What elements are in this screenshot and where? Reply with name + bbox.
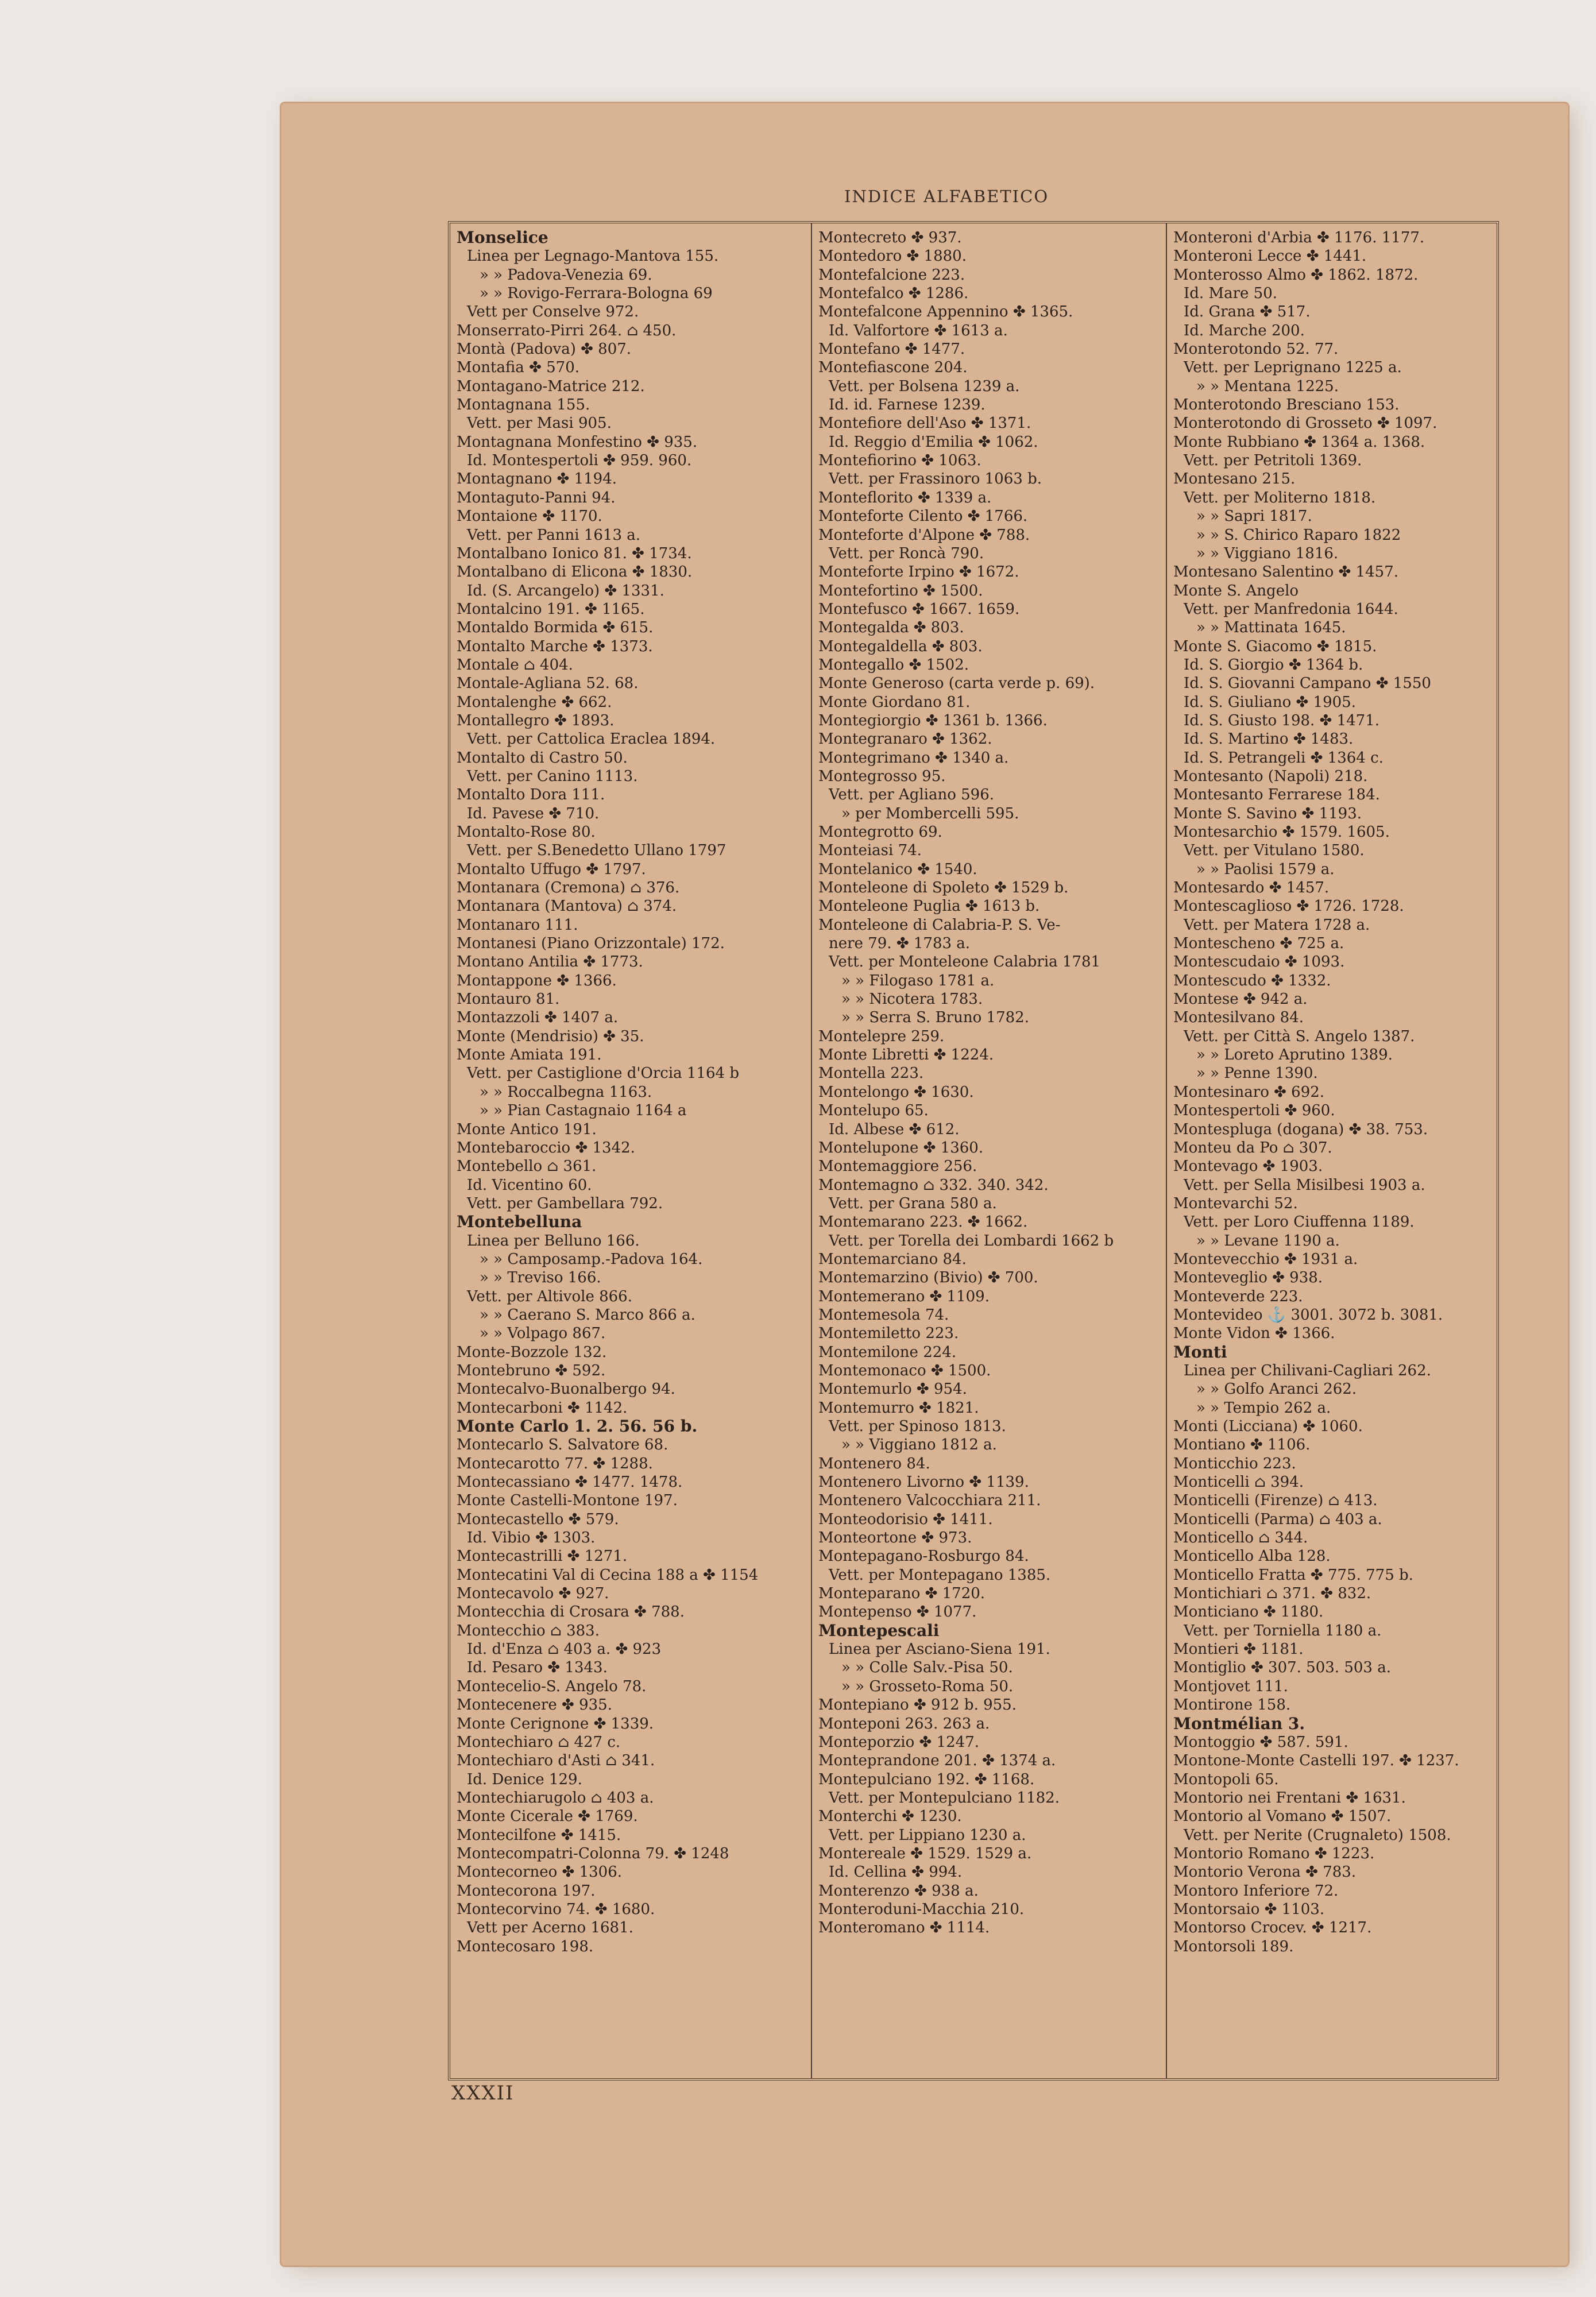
index-heading: Monte Carlo 1. 2. 56. 56 b.	[457, 1417, 698, 1436]
index-entry: Monteleone di Calabria-P. S. Ve-	[818, 916, 1061, 934]
index-entry: Montese ✤ 942 a.	[1173, 991, 1308, 1008]
index-entry: Montagnana Monfestino ✤ 935.	[457, 433, 698, 451]
index-entry: Vett. per Panni 1613 a.	[467, 526, 641, 544]
index-entry: Monterotondo di Grosseto ✤ 1097.	[1173, 415, 1437, 432]
index-entry: » » Colle Salv.-Pisa 50.	[841, 1659, 1013, 1677]
index-entry: Linea per Asciano-Siena 191.	[829, 1641, 1050, 1658]
index-entry: Montauro 81.	[457, 991, 560, 1008]
index-entry: Montefiascone 204.	[818, 359, 968, 377]
index-entry: Id. Denice 129.	[467, 1770, 582, 1788]
index-entry: Monteromano ✤ 1114.	[818, 1919, 990, 1937]
index-entry: » » Mentana 1225.	[1196, 377, 1339, 395]
index-entry: » » Treviso 166.	[480, 1269, 601, 1287]
index-entry: Monteroni d'Arbia ✤ 1176. 1177.	[1173, 229, 1425, 246]
index-entry: Montorio Verona ✤ 783.	[1173, 1863, 1357, 1881]
index-entry: Montefalco ✤ 1286.	[818, 285, 969, 303]
index-entry: Montallegro ✤ 1893.	[457, 711, 615, 729]
index-entry: Montemerano ✤ 1109.	[818, 1287, 990, 1305]
index-entry: nere 79. ✤ 1783 a.	[829, 935, 971, 953]
index-entry: Montale-Agliana 52. 68.	[457, 675, 639, 693]
index-entry: Montanesi (Piano Orizzontale) 172.	[457, 935, 725, 953]
index-entry: Montevago ✤ 1903.	[1173, 1158, 1323, 1175]
index-entry: Montalto Uffugo ✤ 1797.	[457, 860, 646, 878]
index-entry: Id. Pesaro ✤ 1343.	[467, 1659, 608, 1677]
index-entry: Vett. per Torniella 1180 a.	[1184, 1622, 1382, 1639]
index-entry: Montalto-Rose 80.	[457, 823, 596, 841]
index-entry: » » Mattinata 1645.	[1196, 619, 1346, 637]
index-entry: Monte S. Giacomo ✤ 1815.	[1173, 637, 1377, 655]
index-entry: Monteveglio ✤ 938.	[1173, 1269, 1323, 1287]
index-entry: Montesilvano 84.	[1173, 1009, 1304, 1027]
index-entry: Id. Marche 200.	[1184, 322, 1305, 339]
index-entry: Montesanto Ferrarese 184.	[1173, 786, 1380, 804]
index-entry: Vett. per Frassinoro 1063 b.	[829, 470, 1042, 488]
index-entry: Monte Generoso (carta verde p. 69).	[818, 675, 1095, 693]
index-entry: » » Paolisi 1579 a.	[1196, 860, 1335, 878]
index-entry: Monteporzio ✤ 1247.	[818, 1733, 979, 1751]
index-entry: Montesarchio ✤ 1579. 1605.	[1173, 823, 1390, 841]
index-entry: Monserrato-Pirri 264. ⌂ 450.	[457, 322, 677, 339]
index-entry: Montorio nei Frentani ✤ 1631.	[1173, 1789, 1406, 1807]
index-entry: Montesano Salentino ✤ 1457.	[1173, 563, 1399, 581]
index-entry: Montemiletto 223.	[818, 1325, 959, 1343]
index-entry: Vett. per Nerite (Crugnaleto) 1508.	[1184, 1826, 1451, 1844]
index-column-1	[457, 229, 801, 2072]
column-divider	[811, 223, 812, 2079]
index-entry: Id. Mare 50.	[1184, 285, 1277, 303]
index-entry: Montecarboni ✤ 1142.	[457, 1399, 628, 1417]
index-entry: Montemurlo ✤ 954.	[818, 1380, 967, 1398]
index-entry: Vett. per Spinoso 1813.	[829, 1418, 1006, 1435]
index-entry: » » Viggiano 1816.	[1196, 544, 1339, 562]
index-entry: Montegallo ✤ 1502.	[818, 656, 969, 674]
index-entry: Montecenere ✤ 935.	[457, 1696, 612, 1714]
index-entry: Id. Pavese ✤ 710.	[467, 805, 600, 822]
index-entry: » » Volpago 867.	[480, 1325, 606, 1343]
index-entry: Vett. per Torella dei Lombardi 1662 b	[829, 1232, 1114, 1250]
index-entry: » » Grosseto-Roma 50.	[841, 1677, 1014, 1695]
page-number: XXXII	[451, 2082, 515, 2105]
index-entry: » » Serra S. Bruno 1782.	[841, 1009, 1029, 1027]
index-entry: Monticchio 223.	[1173, 1455, 1296, 1472]
index-entry: Montafia ✤ 570.	[457, 359, 580, 377]
index-entry: Montecastello ✤ 579.	[457, 1510, 619, 1528]
index-entry: Montiglio ✤ 307. 503. 503 a.	[1173, 1659, 1391, 1677]
index-entry: Montecchia di Crosara ✤ 788.	[457, 1603, 685, 1621]
index-entry: Montegalda ✤ 803.	[818, 619, 964, 637]
index-entry: Monticello Alba 128.	[1173, 1548, 1331, 1565]
index-entry: » » Nicotera 1783.	[841, 991, 983, 1008]
index-entry: Montorso Crocev. ✤ 1217.	[1173, 1919, 1372, 1937]
index-entry: » » Golfo Aranci 262.	[1196, 1380, 1357, 1398]
index-entry: Monte (Mendrisio) ✤ 35.	[457, 1027, 644, 1045]
index-heading: Montebelluna	[457, 1213, 582, 1232]
index-entry: Montemilone 224.	[818, 1343, 957, 1361]
index-entry: Montoggio ✤ 587. 591.	[1173, 1733, 1348, 1751]
index-entry: Vett. per Cattolica Eraclea 1894.	[467, 730, 716, 748]
index-entry: Vett. per Moliterno 1818.	[1184, 489, 1376, 506]
index-entry: Monticelli ⌂ 394.	[1173, 1474, 1304, 1491]
index-entry: Vett. per Masi 905.	[467, 415, 612, 432]
index-entry: Montegrimano ✤ 1340 a.	[818, 749, 1009, 767]
index-entry: Vett. per Bolsena 1239 a.	[829, 377, 1020, 395]
index-entry: Monte Libretti ✤ 1224.	[818, 1046, 994, 1064]
index-entry: Id. Montespertoli ✤ 959. 960.	[467, 452, 692, 470]
index-entry: Montemaggiore 256.	[818, 1158, 977, 1175]
index-heading: Monselice	[457, 229, 548, 247]
index-entry: Montevecchio ✤ 1931 a.	[1173, 1250, 1358, 1268]
index-entry: Montegrotto 69.	[818, 823, 942, 841]
index-entry: Id. Cellina ✤ 994.	[829, 1863, 963, 1881]
index-entry: Monte Giordano 81.	[818, 693, 971, 711]
index-entry: Montella 223.	[818, 1065, 924, 1082]
index-entry: Id. Valfortore ✤ 1613 a.	[829, 322, 1008, 339]
index-entry: Id. S. Giorgio ✤ 1364 b.	[1184, 656, 1363, 674]
index-entry: » » Roccalbegna 1163.	[480, 1083, 652, 1101]
index-entry: Montesardo ✤ 1457.	[1173, 879, 1330, 897]
index-entry: Montecreto ✤ 937.	[818, 229, 962, 246]
index-entry: Montepiano ✤ 912 b. 955.	[818, 1696, 1017, 1714]
index-entry: Montenero 84.	[818, 1455, 930, 1472]
index-entry: Vett. per Lippiano 1230 a.	[829, 1826, 1026, 1844]
index-entry: Id. S. Martino ✤ 1483.	[1184, 730, 1354, 748]
index-entry: » » Caerano S. Marco 866 a.	[480, 1306, 695, 1324]
index-entry: Id. d'Enza ⌂ 403 a. ✤ 923	[467, 1641, 662, 1658]
index-entry: » » Tempio 262 a.	[1196, 1399, 1331, 1417]
index-entry: Monteparano ✤ 1720.	[818, 1585, 986, 1603]
index-entry: Id. S. Giovanni Campano ✤ 1550	[1184, 675, 1431, 693]
index-entry: Monteroduni-Macchia 210.	[818, 1900, 1025, 1918]
index-entry: Montalto di Castro 50.	[457, 749, 628, 767]
index-heading: Montmélian 3.	[1173, 1714, 1305, 1733]
index-entry: Montecosaro 198.	[457, 1938, 594, 1955]
index-entry: Montesano 215.	[1173, 470, 1296, 488]
index-entry: Montopoli 65.	[1173, 1770, 1279, 1788]
index-entry: Vett. per Sella Misilbesi 1903 a.	[1184, 1176, 1425, 1194]
index-entry: Id. S. Petrangeli ✤ 1364 c.	[1184, 749, 1384, 767]
index-entry: Montirone 158.	[1173, 1696, 1291, 1714]
index-entry: Montevideo ⚓ 3001. 3072 b. 3081.	[1173, 1306, 1443, 1324]
index-entry: Montecalvo-Buonalbergo 94.	[457, 1380, 675, 1398]
index-entry: Montevarchi 52.	[1173, 1194, 1298, 1212]
index-entry: Montecelio-S. Angelo 78.	[457, 1677, 647, 1695]
index-entry: Id. S. Giusto 198. ✤ 1471.	[1184, 711, 1380, 729]
index-entry: Montagnana 155.	[457, 396, 590, 414]
index-entry: Montelepre 259.	[818, 1027, 945, 1045]
index-entry: Montenero Livorno ✤ 1139.	[818, 1474, 1029, 1491]
index-entry: Monteforte Irpino ✤ 1672.	[818, 563, 1019, 581]
index-entry: Montagano-Matrice 212.	[457, 377, 645, 395]
index-entry: Montemonaco ✤ 1500.	[818, 1362, 991, 1379]
index-entry: Monte Castelli-Montone 197.	[457, 1492, 678, 1510]
index-entry: Linea per Belluno 166.	[467, 1232, 640, 1250]
index-entry: Monte S. Savino ✤ 1193.	[1173, 805, 1362, 822]
index-entry: Vett. per Loro Ciuffenna 1189.	[1184, 1213, 1415, 1231]
index-entry: Monticello ⌂ 344.	[1173, 1529, 1308, 1547]
index-entry: Monteortone ✤ 973.	[818, 1529, 972, 1547]
index-entry: Montale ⌂ 404.	[457, 656, 573, 674]
index-entry: Montecchio ⌂ 383.	[457, 1622, 600, 1639]
index-entry: Montoro Inferiore 72.	[1173, 1882, 1339, 1900]
index-entry: Montesanto (Napoli) 218.	[1173, 767, 1368, 785]
page-header: INDICE ALFABETICO	[844, 187, 1049, 206]
index-entry: Montemurro ✤ 1821.	[818, 1399, 979, 1417]
index-entry: Vett. per Città S. Angelo 1387.	[1184, 1027, 1415, 1045]
index-entry: Montesinaro ✤ 692.	[1173, 1083, 1325, 1101]
index-entry: Montecarlo S. Salvatore 68.	[457, 1436, 668, 1454]
index-entry: Vett. per Roncà 790.	[829, 544, 984, 562]
index-entry: Montebello ⌂ 361.	[457, 1158, 597, 1175]
index-entry: Monteprandone 201. ✤ 1374 a.	[818, 1752, 1056, 1770]
index-entry: Monteforte d'Alpone ✤ 788.	[818, 526, 1030, 544]
index-entry: Montepenso ✤ 1077.	[818, 1603, 977, 1621]
index-entry: Montecarotto 77. ✤ 1288.	[457, 1455, 653, 1472]
index-entry: » » Camposamp.-Padova 164.	[480, 1250, 703, 1268]
index-entry: Montecassiano ✤ 1477. 1478.	[457, 1474, 683, 1491]
index-entry: » » Viggiano 1812 a.	[841, 1436, 997, 1454]
index-entry: Vett. per Montepulciano 1182.	[829, 1789, 1060, 1807]
index-entry: Montefortino ✤ 1500.	[818, 582, 983, 600]
index-entry: Monticelli (Firenze) ⌂ 413.	[1173, 1492, 1378, 1510]
index-entry: Montone-Monte Castelli 197. ✤ 1237.	[1173, 1752, 1459, 1770]
index-entry: » » Rovigo-Ferrara-Bologna 69	[480, 285, 713, 303]
index-entry: Vett. per Castiglione d'Orcia 1164 b	[467, 1065, 740, 1082]
index-entry: » » Pian Castagnaio 1164 a	[480, 1102, 687, 1120]
index-entry: Id. id. Farnese 1239.	[829, 396, 986, 414]
index-entry: Montelongo ✤ 1630.	[818, 1083, 974, 1101]
index-entry: Monteverde 223.	[1173, 1287, 1303, 1305]
index-entry: Montechiarugolo ⌂ 403 a.	[457, 1789, 654, 1807]
index-entry: Montechiaro d'Asti ⌂ 341.	[457, 1752, 655, 1770]
index-entry: Montecorona 197.	[457, 1882, 596, 1900]
index-entry: Montemesola 74.	[818, 1306, 949, 1324]
index-entry: Montechiaro ⌂ 427 c.	[457, 1733, 621, 1751]
index-entry: » » Penne 1390.	[1196, 1065, 1318, 1082]
index-entry: Monticiano ✤ 1180.	[1173, 1603, 1324, 1621]
index-entry: Montescudaio ✤ 1093.	[1173, 953, 1345, 971]
index-entry: Vett. per Gambellara 792.	[467, 1194, 663, 1212]
index-entry: Id. Vibio ✤ 1303.	[467, 1529, 596, 1547]
index-entry: Montecatini Val di Cecina 188 a ✤ 1154	[457, 1566, 759, 1584]
index-entry: Montaguto-Panni 94.	[457, 489, 616, 506]
index-entry: Montano Antilia ✤ 1773.	[457, 953, 643, 971]
index-entry: Monterotondo Bresciano 153.	[1173, 396, 1400, 414]
index-heading: Monti	[1173, 1343, 1227, 1362]
index-entry: Montalto Marche ✤ 1373.	[457, 637, 653, 655]
index-entry: Montà (Padova) ✤ 807.	[457, 341, 632, 358]
index-entry: Montorsoli 189.	[1173, 1938, 1294, 1955]
index-entry: Monteroni Lecce ✤ 1441.	[1173, 248, 1367, 265]
index-entry: Id. (S. Arcangelo) ✤ 1331.	[467, 582, 664, 600]
index-entry: Monteponi 263. 263 a.	[818, 1715, 990, 1733]
index-entry: Monteu da Po ⌂ 307.	[1173, 1139, 1332, 1157]
index-entry: Montanara (Cremona) ⌂ 376.	[457, 879, 680, 897]
index-entry: Montelupone ✤ 1360.	[818, 1139, 984, 1157]
index-entry: Montecompatri-Colonna 79. ✤ 1248	[457, 1844, 729, 1862]
index-entry: Monterchi ✤ 1230.	[818, 1808, 962, 1826]
index-entry: Montescheno ✤ 725 a.	[1173, 935, 1344, 953]
index-entry: Vett. per Agliano 596.	[829, 786, 995, 804]
index-entry: Monteleone Puglia ✤ 1613 b.	[818, 898, 1040, 915]
index-entry: Linea per Legnago-Mantova 155.	[467, 248, 719, 265]
index-entry: Montalcino 191. ✤ 1165.	[457, 600, 645, 618]
index-entry: Montecorvino 74. ✤ 1680.	[457, 1900, 655, 1918]
index-entry: Montepulciano 192. ✤ 1168.	[818, 1770, 1035, 1788]
index-entry: Linea per Chilivani-Cagliari 262.	[1184, 1362, 1431, 1379]
index-entry: Montereale ✤ 1529. 1529 a.	[818, 1844, 1032, 1862]
index-entry: Montanaro 111.	[457, 916, 578, 934]
index-entry: Vett. per Canino 1113.	[467, 767, 638, 785]
index-entry: » per Mombercelli 595.	[841, 805, 1019, 822]
index-entry: Montemagno ⌂ 332. 340. 342.	[818, 1176, 1049, 1194]
index-entry: Montazzoli ✤ 1407 a.	[457, 1009, 619, 1027]
index-entry: Monteflorito ✤ 1339 a.	[818, 489, 992, 506]
index-entry: Montecilfone ✤ 1415.	[457, 1826, 621, 1844]
index-entry: Vett. per Montepagano 1385.	[829, 1566, 1051, 1584]
index-entry: Montanara (Mantova) ⌂ 374.	[457, 898, 677, 915]
index-entry: Montorio al Vomano ✤ 1507.	[1173, 1808, 1392, 1826]
index-entry: Monterosso Almo ✤ 1862. 1872.	[1173, 266, 1419, 284]
index-entry: Montegiorgio ✤ 1361 b. 1366.	[818, 711, 1048, 729]
index-entry: Vett per Acerno 1681.	[467, 1919, 633, 1937]
index-entry: Montelupo 65.	[818, 1102, 929, 1120]
index-entry: Monticello Fratta ✤ 775. 775 b.	[1173, 1566, 1413, 1584]
index-entry: Montemarano 223. ✤ 1662.	[818, 1213, 1028, 1231]
index-entry: Montelanico ✤ 1540.	[818, 860, 977, 878]
index-entry: Montecorneo ✤ 1306.	[457, 1863, 623, 1881]
index-entry: Montecavolo ✤ 927.	[457, 1585, 609, 1603]
index-entry: Vett. per Leprignano 1225 a.	[1184, 359, 1402, 377]
index-entry: Montieri ✤ 1181.	[1173, 1641, 1304, 1658]
index-entry: Monteodorisio ✤ 1411.	[818, 1510, 993, 1528]
index-entry: Monticelli (Parma) ⌂ 403 a.	[1173, 1510, 1382, 1528]
index-entry: Montebruno ✤ 592.	[457, 1362, 606, 1379]
column-divider	[1166, 223, 1167, 2079]
index-entry: Montefiorino ✤ 1063.	[818, 452, 981, 470]
index-entry: Montescudo ✤ 1332.	[1173, 972, 1331, 989]
index-entry: Montefalcione 223.	[818, 266, 965, 284]
index-entry: Vett. per S.Benedetto Ullano 1797	[467, 842, 726, 860]
index-entry: Monte Vidon ✤ 1366.	[1173, 1325, 1335, 1343]
index-entry: Vett. per Matera 1728 a.	[1184, 916, 1370, 934]
index-entry: Montorsaio ✤ 1103.	[1173, 1900, 1325, 1918]
index-entry: Id. Albese ✤ 612.	[829, 1120, 960, 1138]
index-entry: Montebaroccio ✤ 1342.	[457, 1139, 635, 1157]
index-entry: Montedoro ✤ 1880.	[818, 248, 967, 265]
index-entry: Montenero Valcocchiara 211.	[818, 1492, 1041, 1510]
index-entry: Id. Reggio d'Emilia ✤ 1062.	[829, 433, 1038, 451]
index-entry: Montefiore dell'Aso ✤ 1371.	[818, 415, 1031, 432]
index-entry: Montaldo Bormida ✤ 615.	[457, 619, 654, 637]
index-column-2	[818, 229, 1157, 2072]
index-entry: » » Loreto Aprutino 1389.	[1196, 1046, 1393, 1064]
index-entry: Montegrosso 95.	[818, 767, 946, 785]
index-entry: » » Sapri 1817.	[1196, 508, 1312, 525]
index-entry: Vett. per Monteleone Calabria 1781	[829, 953, 1101, 971]
index-entry: Vett. per Manfredonia 1644.	[1184, 600, 1398, 618]
index-entry: Montjovet 111.	[1173, 1677, 1288, 1695]
index-entry: Montalto Dora 111.	[457, 786, 605, 804]
index-entry: Montecastrilli ✤ 1271.	[457, 1548, 628, 1565]
index-entry: Monti (Licciana) ✤ 1060.	[1173, 1418, 1363, 1435]
index-entry: Montappone ✤ 1366.	[457, 972, 617, 989]
index-entry: Monteforte Cilento ✤ 1766.	[818, 508, 1028, 525]
index-entry: Id. Grana ✤ 517.	[1184, 303, 1311, 321]
index-entry: Montagnano ✤ 1194.	[457, 470, 617, 488]
index-entry: » » S. Chirico Raparo 1822	[1196, 526, 1401, 544]
index-entry: Montespertoli ✤ 960.	[1173, 1102, 1335, 1120]
index-heading: Montepescali	[818, 1621, 940, 1640]
index-entry: Montaione ✤ 1170.	[457, 508, 602, 525]
index-entry: » » Levane 1190 a.	[1196, 1232, 1340, 1250]
index-entry: Montepagano-Rosburgo 84.	[818, 1548, 1029, 1565]
index-entry: » » Filogaso 1781 a.	[841, 972, 995, 989]
index-entry: Montefusco ✤ 1667. 1659.	[818, 600, 1020, 618]
index-entry: Id. S. Giuliano ✤ 1905.	[1184, 693, 1356, 711]
index-entry: Vett per Conselve 972.	[467, 303, 639, 321]
index-entry: Vett. per Altivole 866.	[467, 1287, 632, 1305]
index-entry: Montemarzino (Bivio) ✤ 700.	[818, 1269, 1038, 1287]
index-entry: Vett. per Grana 580 a.	[829, 1194, 997, 1212]
index-entry: Monterenzo ✤ 938 a.	[818, 1882, 979, 1900]
index-entry: Montespluga (dogana) ✤ 38. 753.	[1173, 1120, 1428, 1138]
index-entry: Vett. per Petritoli 1369.	[1184, 452, 1362, 470]
index-entry: » » Padova-Venezia 69.	[480, 266, 652, 284]
index-entry: Montemarciano 84.	[818, 1250, 967, 1268]
index-entry: Montescaglioso ✤ 1726. 1728.	[1173, 898, 1404, 915]
index-entry: Montalbano di Elicona ✤ 1830.	[457, 563, 693, 581]
index-entry: Vett. per Vitulano 1580.	[1184, 842, 1365, 860]
index-entry: Monterotondo 52. 77.	[1173, 341, 1339, 358]
index-entry: Monte Cerignone ✤ 1339.	[457, 1715, 654, 1733]
index-entry: Montiano ✤ 1106.	[1173, 1436, 1311, 1454]
index-entry: Montalenghe ✤ 662.	[457, 693, 612, 711]
index-entry: Montegranaro ✤ 1362.	[818, 730, 992, 748]
index-entry: Monte Antico 191.	[457, 1120, 597, 1138]
index-column-3	[1173, 229, 1501, 2072]
index-entry: Monte Amiata 191.	[457, 1046, 602, 1064]
index-entry: Montefano ✤ 1477.	[818, 341, 965, 358]
index-entry: Monte Rubbiano ✤ 1364 a. 1368.	[1173, 433, 1425, 451]
index-entry: Monte Cicerale ✤ 1769.	[457, 1808, 638, 1826]
index-entry: Monte S. Angelo	[1173, 582, 1299, 600]
index-entry: Monte-Bozzole 132.	[457, 1343, 607, 1361]
index-entry: Montegaldella ✤ 803.	[818, 637, 983, 655]
index-entry: Monteleone di Spoleto ✤ 1529 b.	[818, 879, 1069, 897]
index-entry: Montefalcone Appennino ✤ 1365.	[818, 303, 1073, 321]
index-entry: Id. Vicentino 60.	[467, 1176, 592, 1194]
index-entry: Montalbano Ionico 81. ✤ 1734.	[457, 544, 692, 562]
index-entry: Monteiasi 74.	[818, 842, 922, 860]
index-entry: Montorio Romano ✤ 1223.	[1173, 1844, 1375, 1862]
index-entry: Montichiari ⌂ 371. ✤ 832.	[1173, 1585, 1371, 1603]
